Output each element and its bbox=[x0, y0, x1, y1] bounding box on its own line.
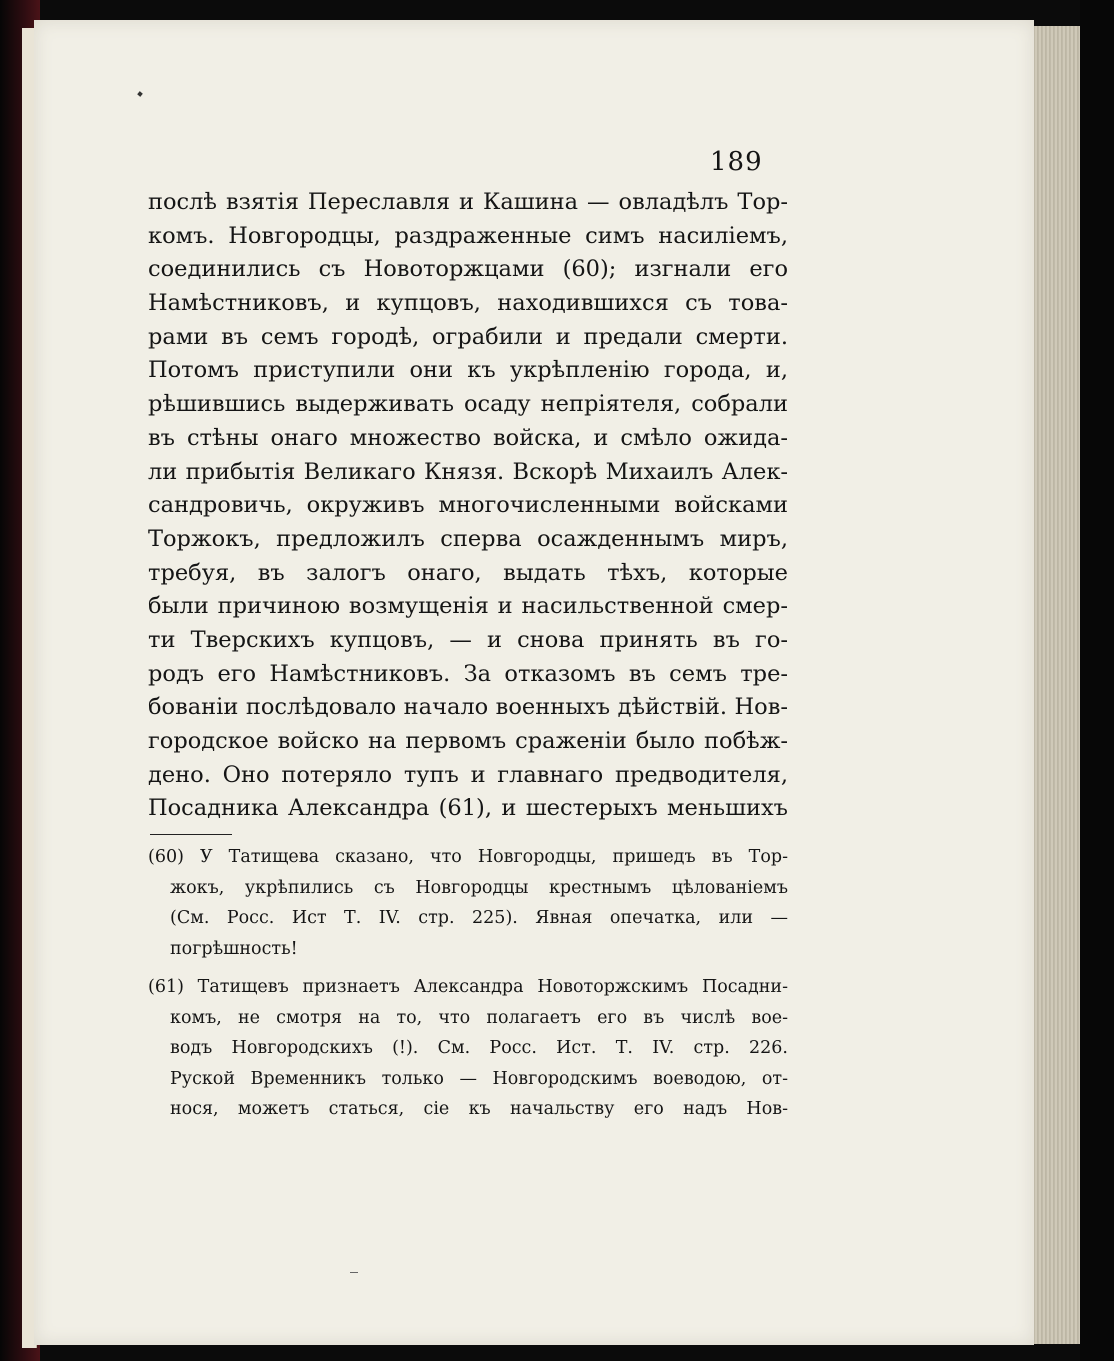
footnote-line: Руской Временникъ только — Новгородскимъ воеводою, от- bbox=[170, 1068, 788, 1089]
text-line: ти Тверскихъ купцовъ, — и снова принять въ го- bbox=[148, 626, 788, 653]
text-line: городское войско на первомъ сраженіи было побѣж- bbox=[148, 728, 788, 754]
text-line: Потомъ приступили они къ укрѣпленію города, и, bbox=[148, 357, 788, 384]
text-line: Намѣстниковъ, и купцовъ, находившихся съ това- bbox=[148, 290, 788, 317]
text-line: дено. Оно потеряло тупъ и главнаго предводителя, bbox=[148, 761, 788, 788]
text-line: родъ его Намѣстниковъ. За отказомъ въ семъ тре- bbox=[148, 660, 788, 687]
footnote-separator bbox=[150, 834, 232, 835]
text-line: соединились съ Новоторжцами (60); изгнали его bbox=[148, 256, 788, 283]
text-line: рами въ семъ городѣ, ограбили и предали смерти. bbox=[148, 323, 788, 350]
text-line: въ стѣны онаго множество войска, и смѣло ожида- bbox=[148, 424, 788, 451]
page-stack-edge bbox=[1030, 26, 1081, 1344]
page-number: 189 bbox=[710, 147, 763, 177]
text-line: сандровичь, окруживъ многочисленными войсками bbox=[148, 492, 788, 519]
footnote-line: водъ Новгородскихъ (!). См. Росс. Ист. Т. IV. стр. 226. bbox=[170, 1038, 788, 1058]
text-line: бованіи послѣдовало начало военныхъ дѣйствій. Нов- bbox=[148, 694, 788, 721]
footnote-line: (61) Татищевъ признаетъ Александра Новоторжскимъ Посадни- bbox=[148, 977, 788, 997]
background-right bbox=[1080, 0, 1114, 1361]
footnote-60 bbox=[148, 842, 788, 964]
footnote-line: погрѣшность! bbox=[170, 938, 298, 959]
footnote-line: жокъ, укрѣпились съ Новгородцы крестнымъ цѣлованіемъ bbox=[170, 877, 788, 898]
text-line: Торжокъ, предложилъ сперва осажденнымъ миръ, bbox=[148, 525, 788, 552]
footnote-61 bbox=[148, 972, 788, 1125]
text-line: ли прибытія Великаго Князя. Вскорѣ Михаилъ Алек- bbox=[148, 458, 788, 485]
text-line: требуя, въ залогъ онаго, выдать тѣхъ, которые bbox=[148, 559, 788, 586]
text-line: рѣшившись выдерживать осаду непріятеля, собрали bbox=[148, 391, 788, 418]
page-speck bbox=[350, 1272, 358, 1273]
text-line: Посадника Александра (61), и шестерыхъ меньшихъ bbox=[148, 795, 788, 822]
text-line: комъ. Новгородцы, раздраженные симъ насиліемъ, bbox=[148, 222, 788, 249]
footnote-line: нося, можетъ статься, сіе къ начальству его надъ Нов- bbox=[170, 1099, 788, 1119]
text-line: были причиною возмущенія и насильственной смер- bbox=[148, 593, 788, 620]
footnote-line: (60) У Татищева сказано, что Новгородцы, пришедъ въ Тор- bbox=[148, 847, 788, 867]
text-line: послѣ взятія Переславля и Кашина — овладѣлъ Тор- bbox=[148, 189, 788, 215]
footnotes-block bbox=[148, 842, 788, 1125]
footnote-line: комъ, не смотря на то, что полагаетъ его въ числѣ вое- bbox=[170, 1007, 788, 1028]
main-text-block bbox=[148, 186, 788, 826]
footnote-line: (См. Росс. Ист Т. IV. стр. 225). Явная опечатка, или — bbox=[170, 908, 788, 928]
